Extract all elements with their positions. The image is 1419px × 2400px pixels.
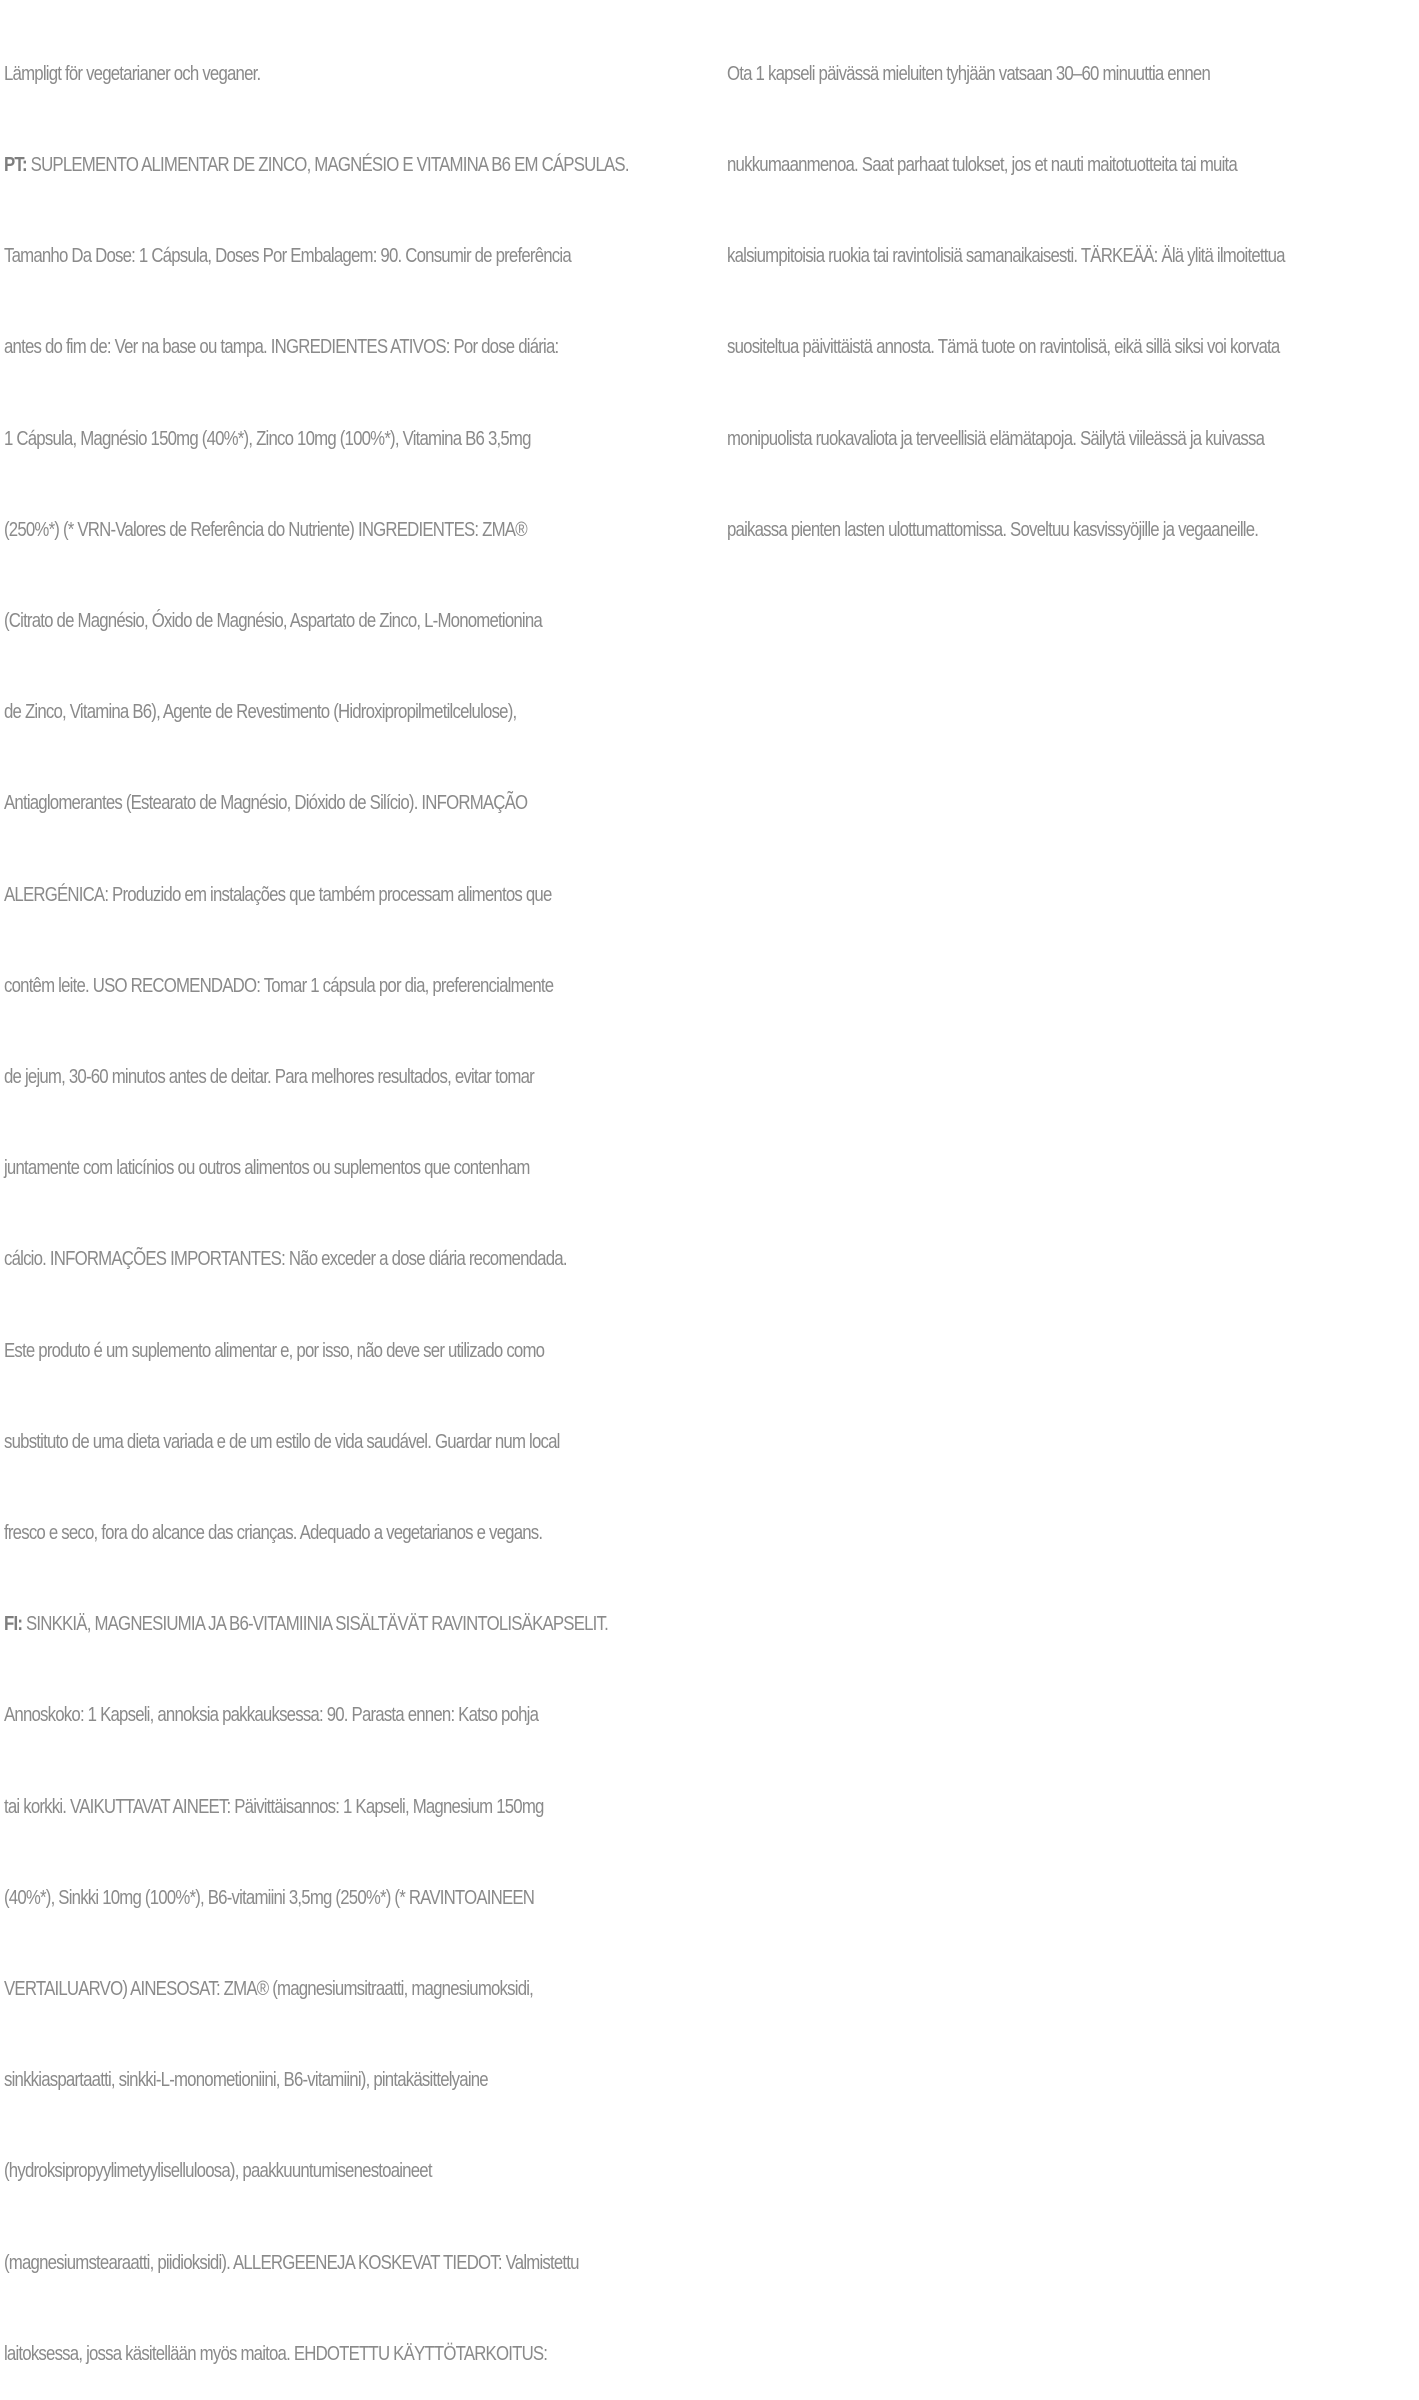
text-line: kalsiumpitoisia ruokia tai ravintolisiä samanaikaisesti. TÄRKEÄÄ: Älä ylitä ilmoitettua bbox=[727, 245, 1285, 268]
pt-language-label: PT: bbox=[4, 154, 27, 177]
text-line: laitoksessa, jossa käsitellään myös maitoa. EHDOTETTU KÄYTTÖTARKOITUS: bbox=[4, 2342, 548, 2365]
text-line: nukkumaanmenoa. Saat parhaat tulokset, jos et nauti maitotuotteita tai muita bbox=[727, 154, 1237, 177]
text-line: (250%*) (* VRN-Valores de Referência do Nutriente) INGREDIENTES: ZMA® bbox=[4, 518, 527, 541]
text-line: cálcio. INFORMAÇÕES IMPORTANTES: Não exceder a dose diária recomendada. bbox=[4, 1248, 567, 1271]
pt-heading-line bbox=[4, 150, 629, 180]
fi-heading-line bbox=[4, 1609, 629, 1639]
text-line: de Zinco, Vitamina B6), Agente de Revestimento (Hidroxipropilmetilcelulose), bbox=[4, 701, 517, 724]
text-line: (Citrato de Magnésio, Óxido de Magnésio, Aspartato de Zinco, L-Monometionina bbox=[4, 610, 542, 633]
text-line: de jejum, 30-60 minutos antes de deitar. Para melhores resultados, evitar tomar bbox=[4, 1066, 534, 1089]
right-text-column bbox=[727, 0, 1285, 576]
fi-language-label: FI: bbox=[4, 1613, 23, 1636]
text-line: antes do fim de: Ver na base ou tampa. INGREDIENTES ATIVOS: Por dose diária: bbox=[4, 336, 559, 359]
text-line: 1 Cápsula, Magnésio 150mg (40%*), Zinco 10mg (100%*), Vitamina B6 3,5mg bbox=[4, 427, 531, 450]
text-line: fresco e seco, fora do alcance das crianças. Adequado a vegetarianos e vegans. bbox=[4, 1522, 543, 1545]
text-line: (magnesiumstearaatti, piidioksidi). ALLERGEENEJA KOSKEVAT TIEDOT: Valmistettu bbox=[4, 2251, 579, 2274]
text-line: juntamente com laticínios ou outros alimentos ou suplementos que contenham bbox=[4, 1157, 530, 1180]
text-line: (hydroksipropyylimetyyliselluloosa), paakkuuntumisenestoaineet bbox=[4, 2160, 432, 2183]
text-line: contêm leite. USO RECOMENDADO: Tomar 1 cápsula por dia, preferencialmente bbox=[4, 974, 554, 997]
left-text-column bbox=[4, 0, 629, 2400]
text-line: (40%*), Sinkki 10mg (100%*), B6-vitamiini 3,5mg (250%*) (* RAVINTOAINEEN bbox=[4, 1886, 535, 1909]
text-line: substituto de uma dieta variada e de um estilo de vida saudável. Guardar num local bbox=[4, 1430, 560, 1453]
text-line: Tamanho Da Dose: 1 Cápsula, Doses Por Embalagem: 90. Consumir de preferência bbox=[4, 245, 571, 268]
text-line: SINKKIÄ, MAGNESIUMIA JA B6-VITAMIINIA SISÄLTÄVÄT RAVINTOLISÄKAPSELIT. bbox=[26, 1613, 608, 1636]
text-line: monipuolista ruokavaliota ja terveellisiä elämätapoja. Säilytä viileässä ja kuivassa bbox=[727, 427, 1265, 450]
text-line: suositeltua päivittäistä annosta. Tämä tuote on ravintolisä, eikä sillä siksi voi korvata bbox=[727, 336, 1280, 359]
text-line: Lämpligt för vegetarianer och veganer. bbox=[4, 62, 261, 85]
text-line: ALERGÉNICA: Produzido em instalações que também processam alimentos que bbox=[4, 883, 552, 906]
text-line: SUPLEMENTO ALIMENTAR DE ZINCO, MAGNÉSIO E VITAMINA B6 EM CÁPSULAS. bbox=[30, 154, 629, 177]
text-line: sinkkiaspartaatti, sinkki-L-monometioniini, B6-vitamiini), pintakäsittelyaine bbox=[4, 2069, 488, 2092]
text-line: tai korkki. VAIKUTTAVAT AINEET: Päivittäisannos: 1 Kapseli, Magnesium 150mg bbox=[4, 1795, 544, 1818]
text-line: Ota 1 kapseli päivässä mieluiten tyhjään vatsaan 30–60 minuuttia ennen bbox=[727, 62, 1211, 85]
text-line: Este produto é um suplemento alimentar e, por isso, não deve ser utilizado como bbox=[4, 1339, 545, 1362]
text-line: Antiaglomerantes (Estearato de Magnésio, Dióxido de Silício). INFORMAÇÃO bbox=[4, 792, 528, 815]
text-line: Annoskoko: 1 Kapseli, annoksia pakkauksessa: 90. Parasta ennen: Katso pohja bbox=[4, 1704, 539, 1727]
text-line: VERTAILUARVO) AINESOSAT: ZMA® (magnesiumsitraatti, magnesiumoksidi, bbox=[4, 1978, 534, 2001]
text-line: paikassa pienten lasten ulottumattomissa. Soveltuu kasvissyöjille ja vegaaneille. bbox=[727, 518, 1259, 541]
